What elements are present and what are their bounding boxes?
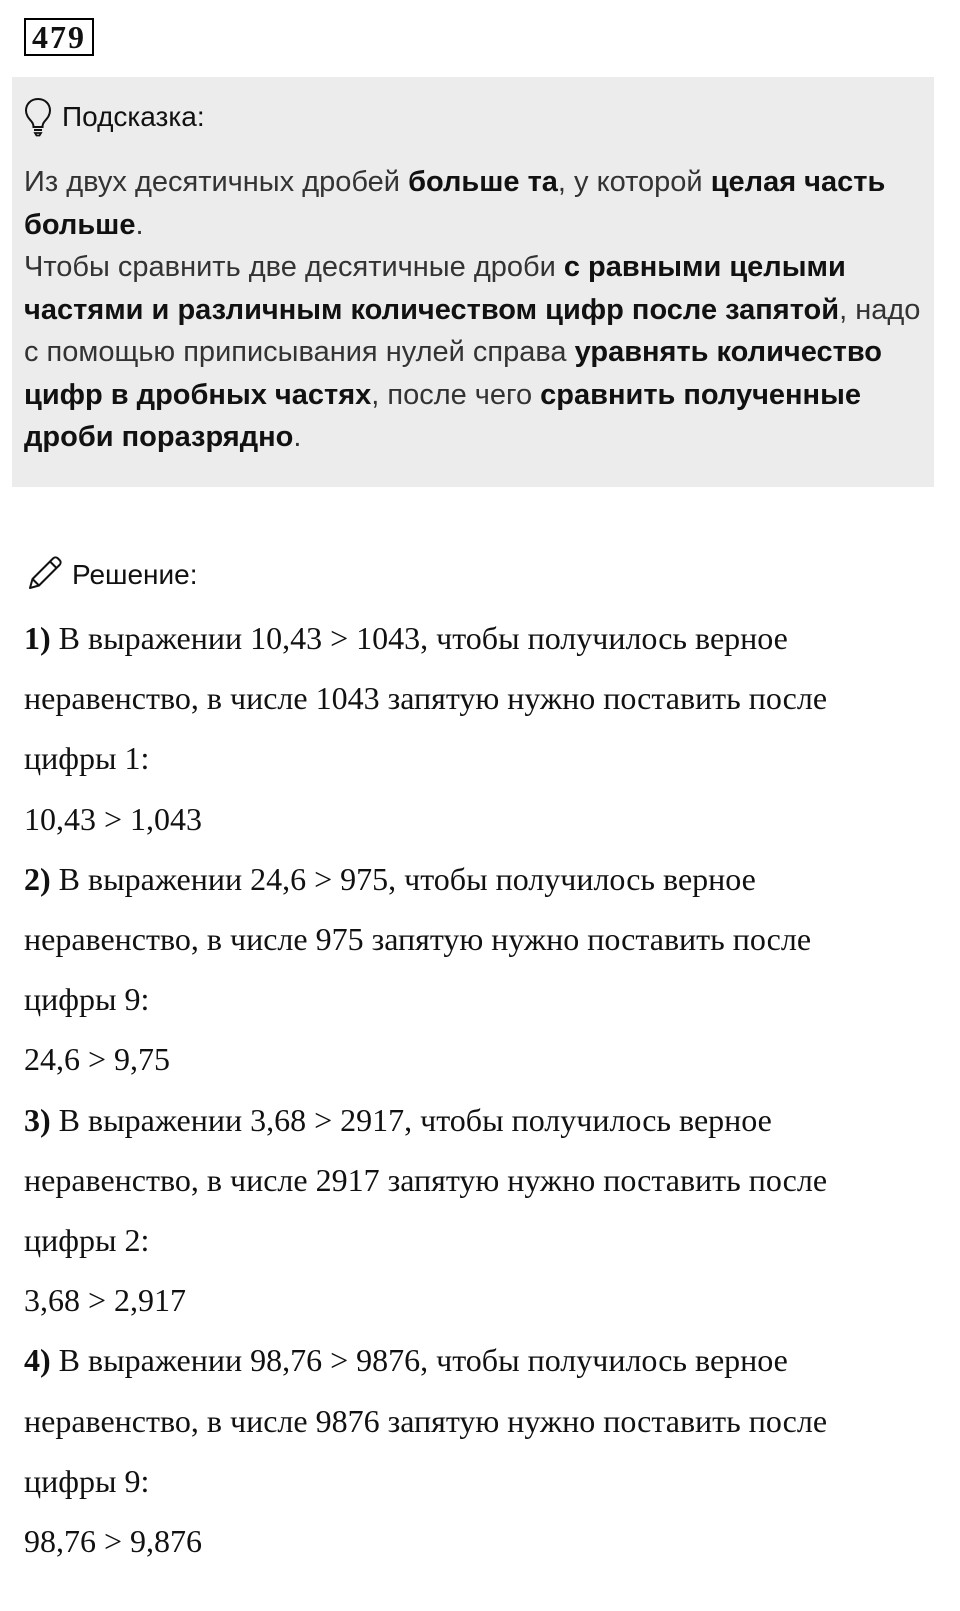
solution-result: 3,68 > 2,917 (24, 1282, 187, 1319)
solution-result: 10,43 > 1,043 (24, 800, 203, 837)
hint-box (12, 77, 934, 487)
solution-line (24, 909, 936, 969)
hint-text-bold: больше та (408, 166, 558, 198)
solution-line-text: неравенство, в числе 2917 запятую нужно поставить после (24, 1161, 828, 1198)
solution-line-text: В выражении 98,76 > 9876, чтобы получилось верное (50, 1342, 788, 1379)
solution-line-text: В выражении 24,6 > 975, чтобы получилось верное (50, 860, 756, 897)
pencil-icon (26, 554, 64, 597)
solution-line-text: цифры 1: (24, 740, 150, 777)
hint-text-bold: целая часть больше (24, 166, 886, 241)
lightbulb-icon (24, 97, 52, 137)
item-number: 4) (24, 1342, 51, 1379)
solution-line-text: цифры 9: (24, 1462, 150, 1499)
solution-line (24, 849, 936, 909)
solution-line (24, 1210, 936, 1270)
solution-line-text: В выражении 10,43 > 1043, чтобы получилось верное (50, 620, 788, 656)
hint-text-segment: , у которой (557, 166, 711, 198)
solution-result: 24,6 > 9,75 (24, 1041, 171, 1078)
hint-text-segment: , после чего (371, 378, 541, 411)
solution-line (24, 969, 936, 1029)
hint-text-bold: уравнять количество цифр в дробных частях (24, 336, 882, 411)
hint-title: Подсказка: (62, 101, 205, 132)
solution-result: 98,76 > 9,876 (24, 1523, 203, 1560)
solution-line (24, 1150, 936, 1210)
hint-text-segment: Из двух десятичных дробей (24, 166, 409, 198)
hint-text-bold: с равными целыми частями и различным количеством цифр после запятой (24, 251, 846, 326)
solution-line-text: неравенство, в числе 1043 запятую нужно поставить после (24, 680, 828, 717)
solution-line-text: В выражении 3,68 > 2917, чтобы получилось верное (50, 1101, 772, 1138)
hint-text (24, 161, 922, 459)
solution-line (24, 1391, 936, 1451)
hint-text-segment: . (293, 421, 302, 453)
task-number: 479 (24, 18, 94, 56)
item-number: 3) (24, 1101, 51, 1138)
item-number: 1) (24, 620, 51, 656)
solution-line (24, 728, 936, 788)
hint-text-segment: , надо с помощью приписывания нулей справа (24, 293, 921, 368)
item-number: 2) (24, 860, 51, 897)
hint-text-segment: . (135, 208, 144, 241)
solution-line (24, 1090, 936, 1150)
solution-line-text: неравенство, в числе 9876 запятую нужно поставить после (24, 1402, 828, 1439)
solution-line-text: цифры 9: (24, 981, 150, 1018)
solution-line (24, 608, 936, 668)
solution-line (24, 1451, 936, 1511)
solution-body (24, 608, 936, 1571)
solution-line (24, 1330, 936, 1390)
solution-line (24, 668, 936, 728)
hint-text-bold: сравнить полученные дроби поразрядно (24, 378, 861, 453)
hint-header (24, 91, 922, 143)
solution-line-text: цифры 2: (24, 1222, 150, 1259)
hint-text-segment: Чтобы сравнить две десятичные дроби (24, 251, 564, 283)
solution-header (26, 550, 198, 600)
solution-title: Решение: (72, 559, 198, 590)
solution-line-text: неравенство, в числе 975 запятую нужно поставить после (24, 921, 812, 958)
